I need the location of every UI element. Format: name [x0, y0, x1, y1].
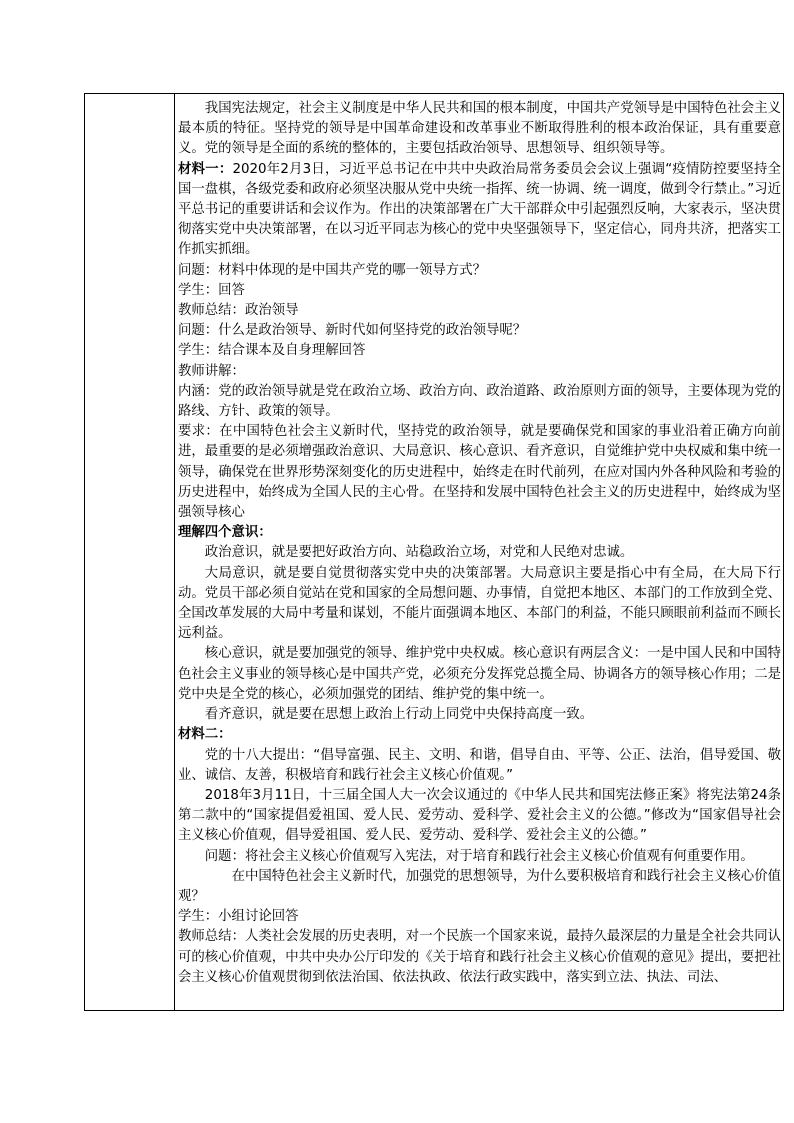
paragraph-political-consciousness: 政治意识，就是要把好政治方向、站稳政治立场，对党和人民绝对忠诚。 [204, 545, 634, 561]
paragraph-teacher-summary-1: 教师总结：政治领导 [178, 303, 299, 319]
paragraph-constitution-amendment: 2018年3月11日，十三届全国人大一次会议通过的《中华人民共和国宪法修正案》将宪法第24条第二款中的“国家提倡爱祖国、爱人民、爱劳动、爱科学、爱社会主义的公德。”修改为“国家倡导社会主义核心价值观，倡导爱祖国、爱人民、爱劳动、爱科学、爱社会主义的公德。” [178, 787, 781, 844]
heading-material-two: 材料二： [178, 727, 232, 743]
paragraph-alignment-consciousness: 看齐意识，就是要在思想上政治上行动上同党中央保持高度一致。 [204, 707, 594, 723]
paragraph-connotation: 内涵：党的政治领导就是党在政治立场、政治方向、政治道路、政治原则方面的领导，主要体现为党的路线、方针、政策的领导。 [178, 383, 781, 420]
paragraph-core-consciousness: 核心意识，就是要加强党的领导、维护党中央权威。核心意识有两层含义：一是中国人民和中国特色社会主义事业的领导核心是中国共产党，必须充分发挥党总揽全局、协调各方的领导核心作用；二是党中央是全党的核心，必须加强党的团结、维护党的集中统一。 [178, 646, 781, 702]
paragraph-student-3: 学生：小组讨论回答 [178, 909, 299, 925]
lesson-table [84, 93, 784, 1011]
paragraph-student-1: 学生：回答 [178, 282, 245, 298]
table-left-column [85, 94, 175, 1010]
paragraph-requirement: 要求：在中国特色社会主义新时代，坚持党的政治领导，就是要确保党和国家的事业沿着正确方向前进，最重要的是必须增强政治意识、大局意识、核心意识、看齐意识，自觉维护党中央权威和集中统一领导，确保党在世界形势深刻变化的历史进程中，始终走在时代前列，在应对国内外各种风险和考验的历史进程中，始终成为全国人民的主心骨。在坚持和发展中国特色社会主义的历史进程中，始终成为坚强领导核心 [178, 424, 781, 521]
paragraph-question-2: 问题：什么是政治领导、新时代如何坚持党的政治领导呢？ [178, 323, 527, 339]
heading-four-consciousness: 理解四个意识： [178, 525, 272, 541]
paragraph-teacher-explain: 教师讲解： [178, 363, 245, 379]
paragraph-teacher-summary-2: 教师总结：人类社会发展的历史表明，对一个民族一个国家来说，最持久最深层的力量是全社会共同认可的核心价值观，中共中央办公厅印发的《关于培育和践行社会主义核心价值观的意见》提出，要把社会主义核心价值观贯彻到依法治国、依法执政、依法行政实践中，落实到立法、执法、司法、 [178, 929, 781, 985]
paragraph-material-one [178, 160, 781, 261]
paragraph-intro: 我国宪法规定，社会主义制度是中华人民共和国的根本制度，中国共产党领导是中国特色社会主义最本质的特征。坚持党的领导是中国革命建设和改革事业不断取得胜利的根本政治保证，具有重要意义。党的领导是全面的系统的整体的，主要包括政治领导、思想领导、组织领导等。 [178, 101, 781, 157]
paragraph-overall-consciousness: 大局意识，就是要自觉贯彻落实党中央的决策部署。大局意识主要是指心中有全局，在大局下行动。党员干部必须自觉站在党和国家的全局想问题、办事情，自觉把本地区、本部门的工作放到全党、全国改革发展的大局中考量和谋划，不能片面强调本地区、本部门的利益，不能只顾眼前利益而不顾长远利益。 [178, 565, 781, 642]
material-one-label: 材料一： [178, 161, 233, 177]
table-content-cell [178, 99, 781, 1009]
paragraph-question-4: 在中国特色社会主义新时代，加强党的思想领导，为什么要积极培育和践行社会主义核心价值观？ [178, 868, 781, 904]
paragraph-eighteenth-congress: 党的十八大提出：“倡导富强、民主、文明、和谐，倡导自由、平等、公正、法治，倡导爱国、敬业、诚信、友善，积极培育和践行社会主义核心价值观。” [178, 747, 781, 783]
material-one-text: 2020年2月3日，习近平总书记在中共中央政治局常务委员会会议上强调“疫情防控要坚持全国一盘棋，各级党委和政府必须坚决服从党中央统一指挥、统一协调、统一调度，做到令行禁止。”习近平总书记的重要讲话和会议作为。作出的决策部署在广大干部群众中引起强烈反响，大家表示，坚决贯彻落实党中央决策部署，在以习近平同志为核心的党中央坚强领导下，坚定信心，同舟共济，把落实工作抓实抓细。 [178, 161, 781, 258]
paragraph-question-3: 问题：将社会主义核心价值观写入宪法，对于培育和践行社会主义核心价值观有何重要作用。 [204, 848, 754, 864]
paragraph-question-1: 问题：材料中体现的是中国共产党的哪一领导方式？ [178, 262, 486, 278]
paragraph-student-2: 学生：结合课本及自身理解回答 [178, 343, 366, 359]
